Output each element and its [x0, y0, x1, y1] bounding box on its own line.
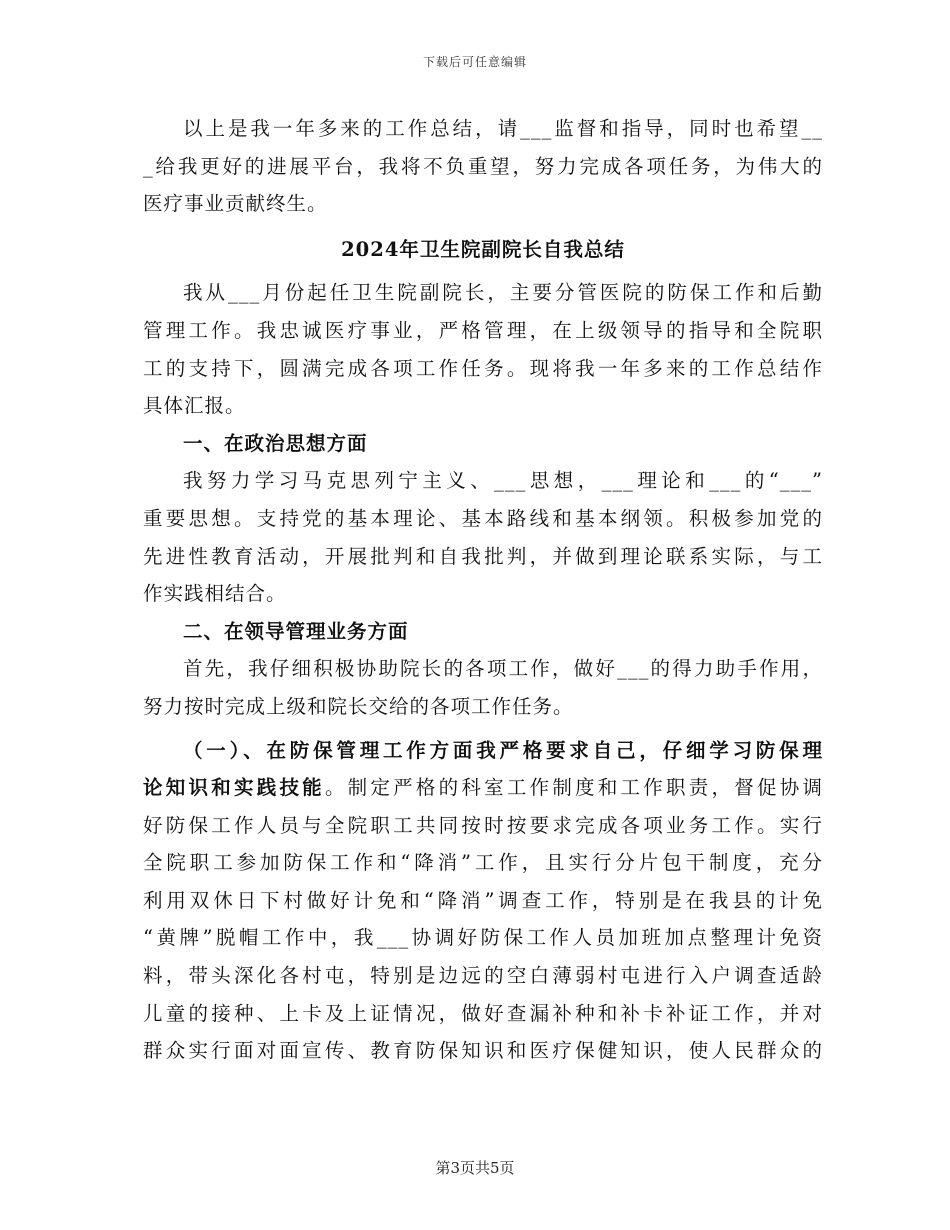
paragraph-line: 全院职工参加防保工作和“降消”工作，且实行分片包干制度，充分: [143, 851, 823, 875]
paragraph-line: 管理工作。我忠诚医疗事业，严格管理，在上级领导的指导和全院职: [143, 318, 823, 342]
bold-phrase: 论知识和实践技能: [143, 776, 325, 800]
document-body: [143, 110, 823, 1070]
paragraph-line: 我从___月份起任卫生院副院长，主要分管医院的防保工作和后勤: [183, 281, 823, 305]
paragraph-line: 料，带头深化各村屯，特别是边远的空白薄弱村屯进行入户调查适龄: [143, 964, 823, 988]
paragraph-line: 利用双休日下村做好计免和“降消”调查工作，特别是在我县的计免: [143, 888, 823, 912]
section-heading: 二、在领导管理业务方面: [183, 619, 409, 643]
paragraph-line: 具体汇报。: [143, 394, 246, 418]
paragraph-line: 重要思想。支持党的基本理论、基本路线和基本纲领。积极参加党的: [143, 506, 823, 530]
document-title: 2024年卫生院副院长自我总结: [341, 237, 625, 261]
page-header: 下载后可任意编辑: [422, 55, 527, 69]
paragraph-line: 努力按时完成上级和院长交给的各项工作任务。: [143, 694, 574, 718]
paragraph-line: _给我更好的进展平台，我将不负重望，努力完成各项任务，为伟大的: [143, 154, 823, 178]
paragraph-line: [143, 769, 823, 807]
paragraph-line: 好防保工作人员与全院职工共同按时按要求完成各项业务工作。实行: [143, 813, 823, 837]
paragraph-line: 作实践相结合。: [143, 582, 287, 606]
paragraph-line: 儿童的接种、上卡及上证情况，做好查漏补种和补卡补证工作，并对: [143, 1001, 823, 1025]
paragraph-line: “黄牌”脱帽工作中，我___协调好防保工作人员加班加点整理计免资: [143, 926, 823, 950]
paragraph-line: 以上是我一年多来的工作总结，请___监督和指导，同时也希望__: [183, 117, 823, 140]
paragraph-line: 医疗事业贡献终生。: [143, 192, 328, 216]
paragraph-line: 先进性教育活动，开展批判和自我批判，并做到理论联系实际，与工: [143, 544, 823, 568]
section-heading: 一、在政治思想方面: [183, 431, 368, 455]
paragraph-line: 群众实行面对面宣传、教育防保知识和医疗保健知识，使人民群众的: [143, 1039, 823, 1063]
page-footer: 第3页共5页: [435, 1159, 515, 1177]
paragraph-text: 。制定严格的科室工作制度和工作职责，督促协调: [324, 776, 823, 800]
bold-paragraph-line: （一）、在防保管理工作方面我严格要求自己，仔细学习防保理: [183, 738, 823, 762]
paragraph-line: 工的支持下，圆满完成各项工作任务。现将我一年多来的工作总结作: [143, 356, 823, 380]
paragraph-line: 首先，我仔细积极协助院长的各项工作，做好___的得力助手作用，: [183, 657, 823, 681]
paragraph-line: 我努力学习马克思列宁主义、___思想，___理论和___的“___”: [183, 469, 823, 493]
